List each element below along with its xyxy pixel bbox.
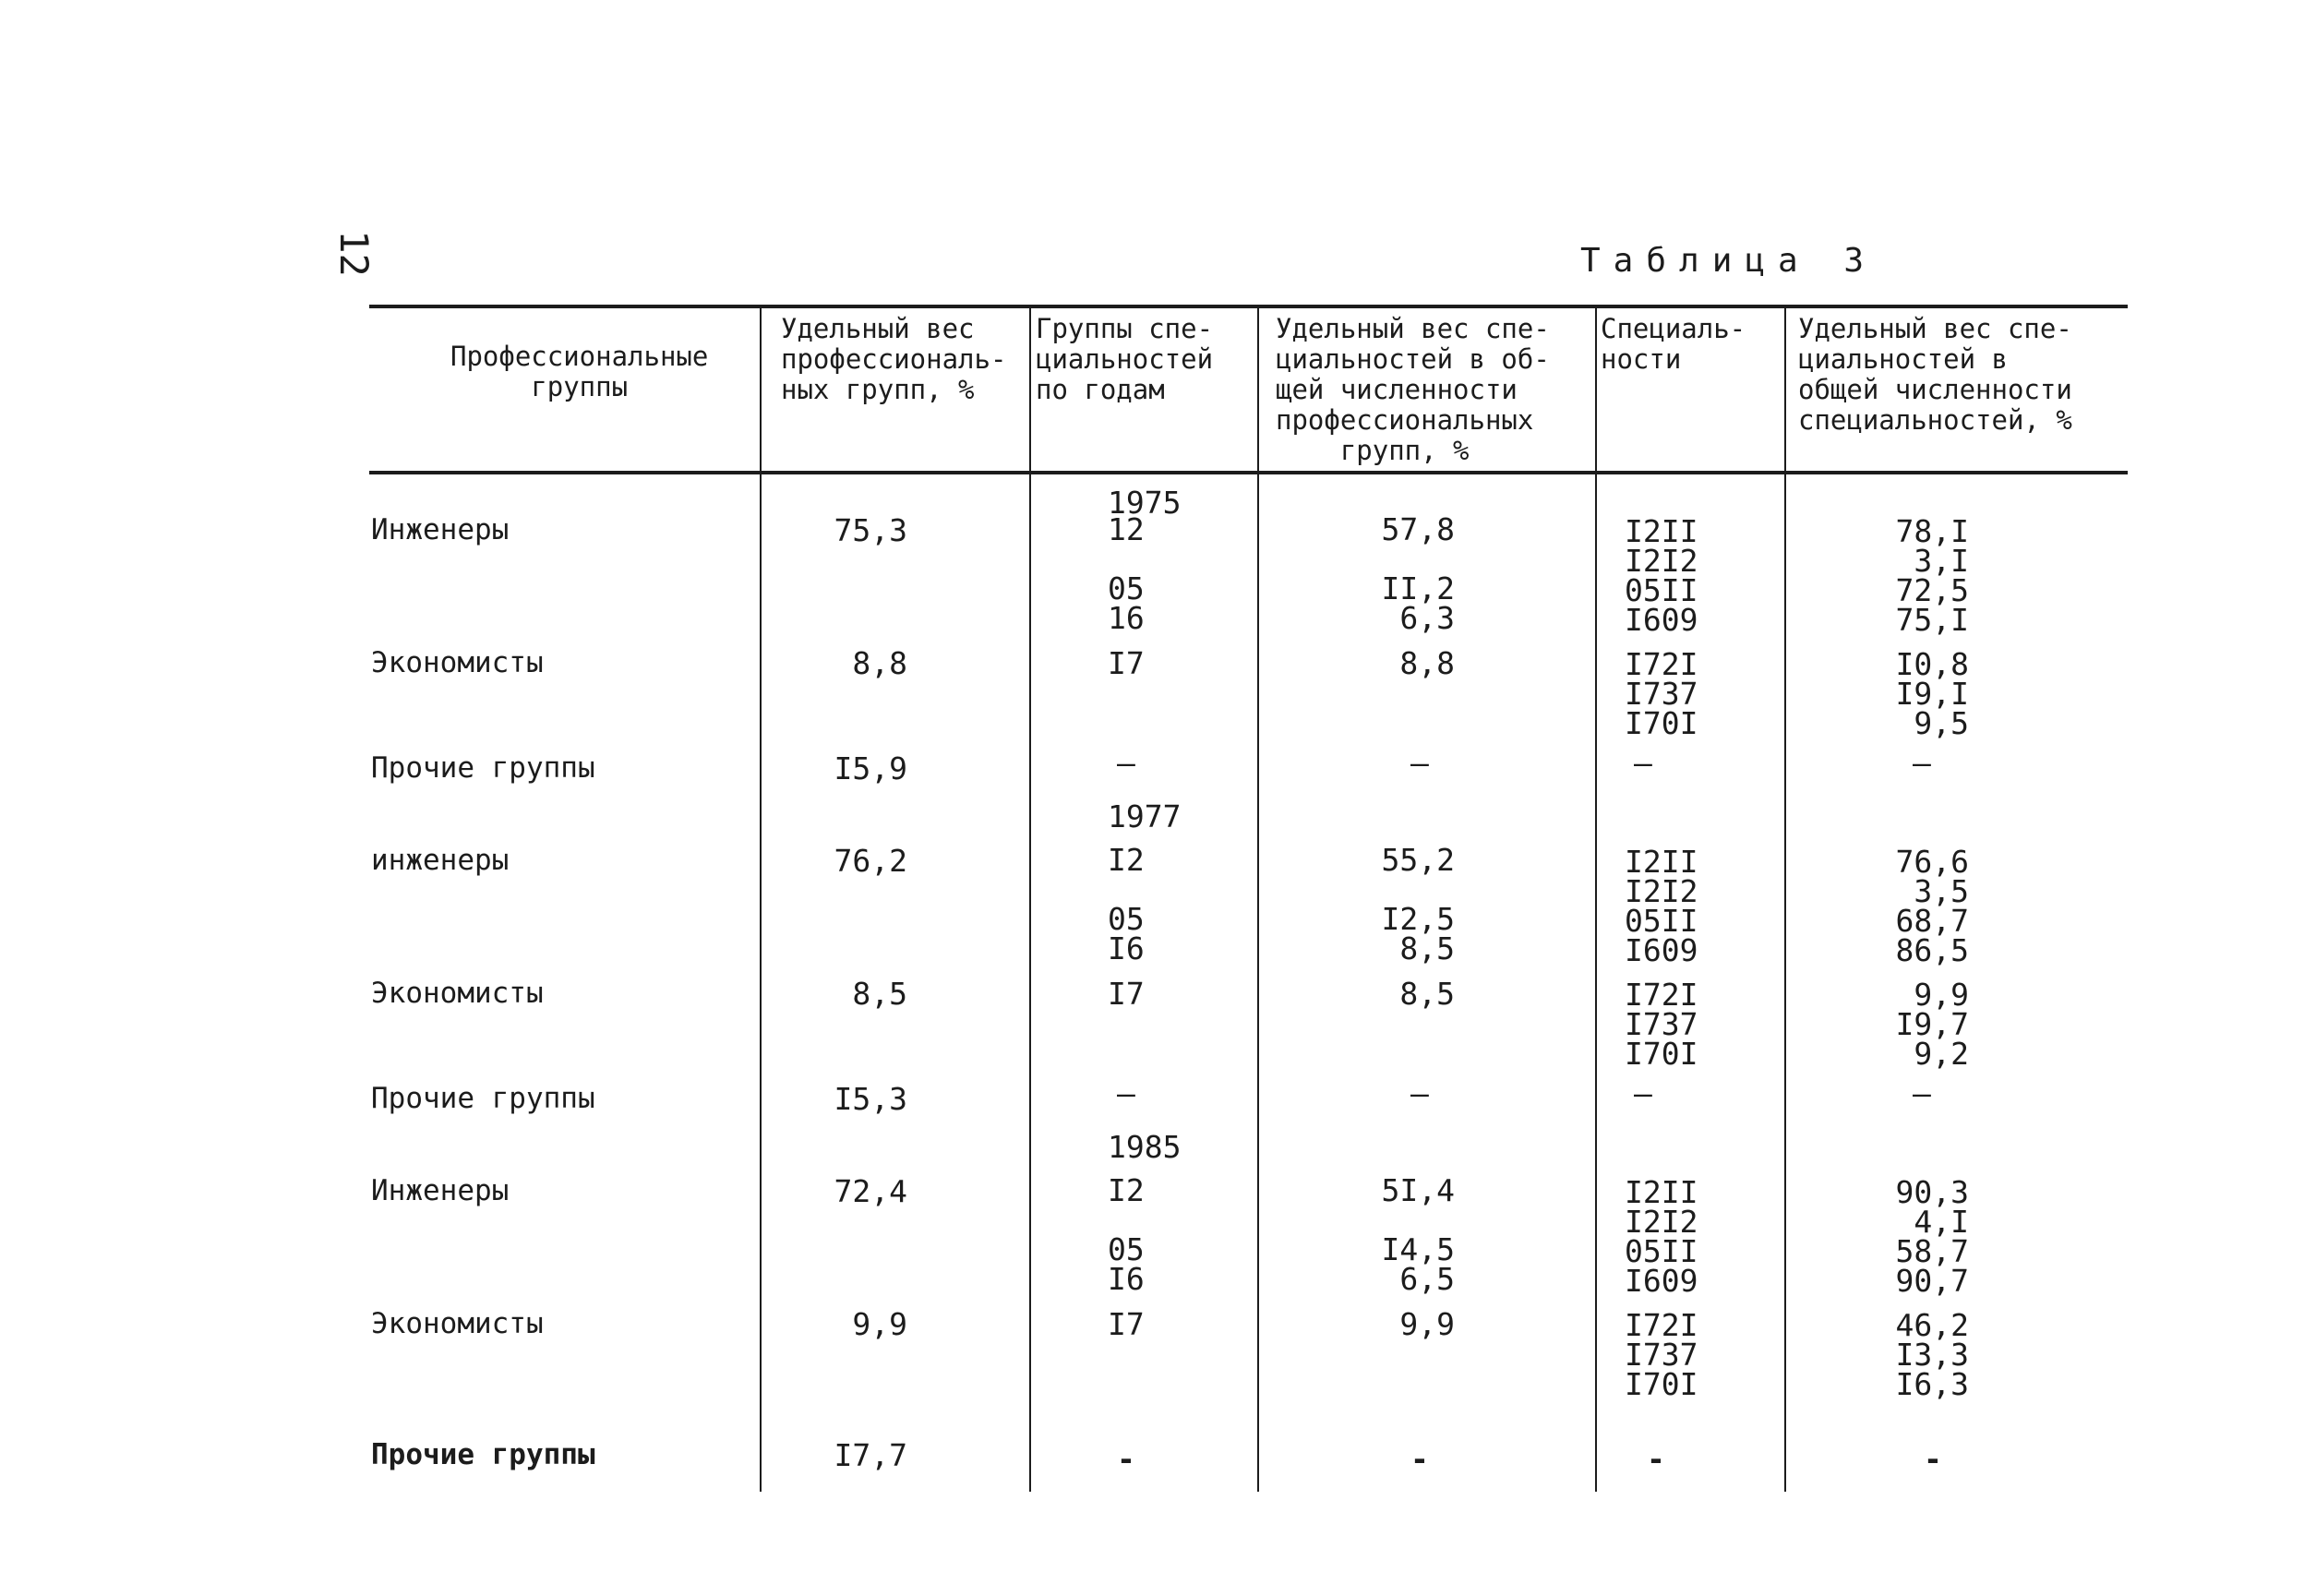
group-share: 75,3: [834, 512, 907, 548]
header-specialty-share-in-groups: Удельный вес спе- циальностей в об- щей численности профессиональных групп, %: [1276, 313, 1550, 466]
specialty-group-codes: —: [1117, 1075, 1135, 1111]
group-share: I7,7: [834, 1437, 907, 1473]
specialty-weights: 90,3 4,I 58,7 90,7: [1895, 1174, 1969, 1299]
specialty-share-in-groups: —: [1410, 745, 1429, 781]
group-name: Инженеры: [371, 1174, 510, 1207]
specialty-weights: —: [1913, 745, 1931, 781]
group-name: Прочие группы: [371, 751, 595, 785]
group-name: Экономисты: [371, 1307, 544, 1340]
specialty-group-codes: I2 05 I6: [1108, 842, 1145, 966]
specialty-codes: I2II I2I2 05II I609: [1625, 844, 1698, 968]
specialty-group-codes: I7: [1108, 1306, 1145, 1342]
specialty-group-codes: —: [1117, 745, 1135, 781]
header-group-share: Удельный вес профессиональ- ных групп, %: [781, 313, 1007, 405]
header-professional-groups: Профессиональные группы: [450, 341, 709, 402]
group-share: I5,9: [834, 750, 907, 786]
header-specialty-groups: Группы спе- циальностей по годам: [1036, 313, 1214, 405]
specialty-group-codes: I2 05 I6: [1108, 1172, 1145, 1297]
specialty-weights: I0,8 I9,I 9,5: [1895, 646, 1969, 741]
specialty-codes: I72I I737 I70I: [1625, 646, 1698, 741]
data-table: [369, 305, 2128, 1492]
year-label: 1985: [1108, 1129, 1182, 1165]
header-specialties: Специаль- ности: [1601, 313, 1746, 375]
group-name: Экономисты: [371, 977, 544, 1010]
specialty-weights: 78,I 3,I 72,5 75,I: [1895, 513, 1969, 638]
specialty-codes: I72I I737 I70I: [1625, 977, 1698, 1072]
group-share: I5,3: [834, 1081, 907, 1117]
group-name: Экономисты: [371, 646, 544, 679]
specialty-share-in-groups: 5I,4 I4,5 6,5: [1381, 1172, 1455, 1297]
year-label: 1975: [1108, 485, 1182, 521]
group-share: 9,9: [852, 1306, 907, 1342]
table-top-rule: [369, 305, 2128, 308]
specialty-codes: —: [1634, 1075, 1652, 1111]
group-share: 8,5: [852, 976, 907, 1012]
specialty-group-codes: I7: [1108, 976, 1145, 1012]
specialty-codes: I2II I2I2 05II I609: [1625, 513, 1698, 638]
specialty-share-in-groups: 55,2 I2,5 8,5: [1381, 842, 1455, 966]
specialty-weights: 9,9 I9,7 9,2: [1895, 977, 1969, 1072]
page-number: 12: [330, 230, 377, 277]
specialty-codes: —: [1634, 745, 1652, 781]
year-label: 1977: [1108, 798, 1182, 834]
specialty-group-codes: -: [1117, 1441, 1135, 1477]
group-name: Прочие группы: [371, 1082, 595, 1115]
specialty-share-in-groups: —: [1410, 1075, 1429, 1111]
specialty-share-in-groups: 8,5: [1399, 976, 1455, 1012]
header-specialty-weight: Удельный вес спе- циальностей в общей численности специальностей, %: [1798, 313, 2072, 436]
group-share: 72,4: [834, 1173, 907, 1209]
specialty-weights: 76,6 3,5 68,7 86,5: [1895, 844, 1969, 968]
specialty-group-codes: 12 05 16: [1108, 511, 1145, 636]
specialty-codes: I2II I2I2 05II I609: [1625, 1174, 1698, 1299]
group-name: Прочие группы: [371, 1438, 595, 1471]
group-share: 76,2: [834, 843, 907, 879]
specialty-share-in-groups: 8,8: [1399, 645, 1455, 681]
specialty-codes: I72I I737 I70I: [1625, 1307, 1698, 1402]
specialty-codes: -: [1647, 1441, 1665, 1477]
specialty-weights: 46,2 I3,3 I6,3: [1895, 1307, 1969, 1402]
specialty-share-in-groups: 57,8 II,2 6,3: [1381, 511, 1455, 636]
group-name: инженеры: [371, 844, 510, 877]
specialty-group-codes: I7: [1108, 645, 1145, 681]
group-name: Инженеры: [371, 513, 510, 546]
specialty-share-in-groups: 9,9: [1399, 1306, 1455, 1342]
specialty-share-in-groups: -: [1410, 1441, 1429, 1477]
table-title: Таблица 3: [1580, 242, 1878, 280]
specialty-weights: -: [1924, 1441, 1942, 1477]
table-header-rule: [369, 471, 2128, 474]
group-share: 8,8: [852, 645, 907, 681]
specialty-weights: —: [1913, 1075, 1931, 1111]
